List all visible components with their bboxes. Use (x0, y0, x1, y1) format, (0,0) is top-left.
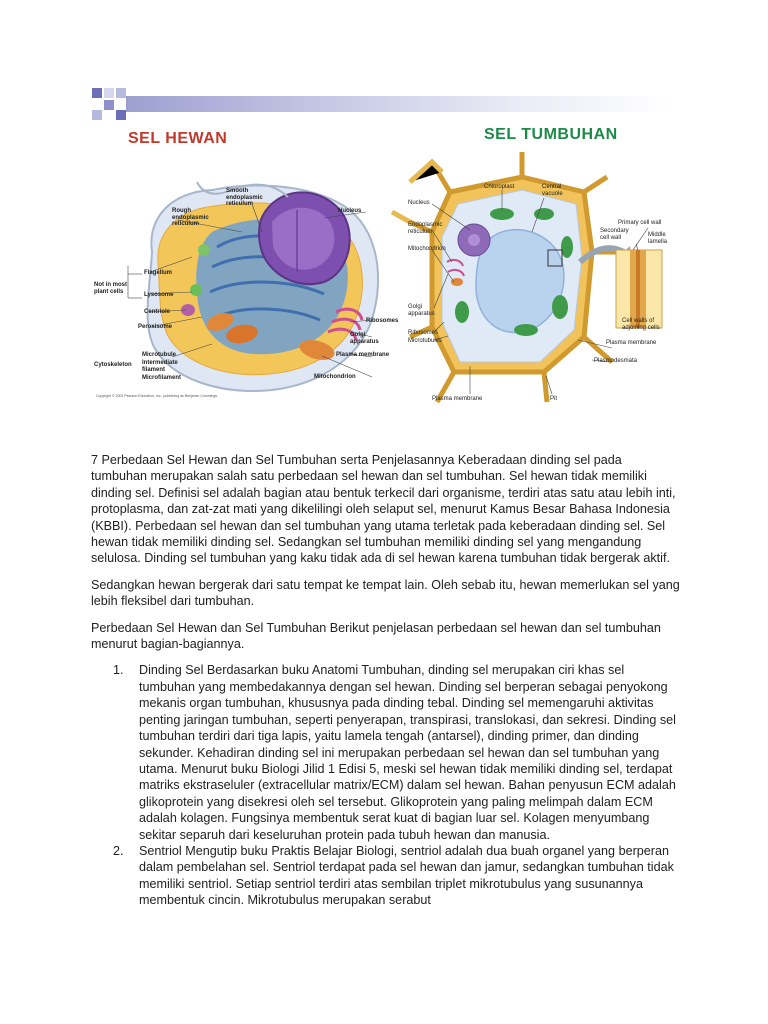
difference-list (91, 662, 681, 908)
label-plant-er: Endoplasmic reticulum (408, 222, 443, 235)
paragraph-intro: 7 Perbedaan Sel Hewan dan Sel Tumbuhan serta Penjelasannya Keberadaan dinding sel pada tumbuhan merupakan salah satu perbedaan sel hewan dan sel tumbuhan. Sel hewan tidak memiliki dinding sel. Definisi sel adalah bagian atau bentuk terkecil dari organisme, terdiri atas satu atau lebih inti, protoplasma, dan zat-zat mati yang dikelilingi oleh selaput sel, menurut Kamus Besar Bahasa Indonesia (KBBI). Perbedaan sel hewan dan sel tumbuhan yang utama terletak pada keberadaan dinding sel. Sel hewan tidak memiliki dinding sel. Sedangkan sel tumbuhan memiliki dinding sel yang mengandung selulosa. Dinding sel tumbuhan yang kaku tidak ada di sel hewan karena tumbuhan tidak bergerak aktif. (91, 453, 676, 566)
list-item-text: Sentriol Mengutip buku Praktis Belajar Biologi, sentriol adalah dua buah organel yang berperan dalam pembelahan sel. Sentriol terdapat pada sel hewan dan jamur, sedangkan tumbuhan tidak memiliki sentriol. Setiap sentriol terdiri atas sembilan triplet mikrotubulus yang susunannya membentuk cincin. Mikrotubulus merupakan serabut (139, 843, 674, 908)
label-adjoining-cell-walls: Cell walls of adjoining cells (622, 318, 660, 331)
label-animal-plasma-membrane: Plasma membrane (336, 352, 390, 358)
list-item-dinding-sel (91, 662, 681, 842)
list-item-text: Dinding Sel Berdasarkan buku Anatomi Tumbuhan, dinding sel merupakan ciri khas sel tumbuhan yang membedakannya dengan sel hewan. Dinding sel berperan sebagai penyokong mekanis organ tumbuhan, khususnya pada dinding tebal. Dinding sel memengaruhi aktivitas penting jaringan tumbuhan, seperti penyerapan, transpirasi, translokasi, dan sekresi. Dinding sel tumbuhan terdiri dari tiga lapis, yaitu lamela tengah (antarsel), dinding primer, dan dinding sekunder. Kehadiran dinding sel ini merupakan perbedaan sel hewan dan sel tumbuhan yang utama. Menurut buku Biologi Jilid 1 Edisi 5, meski sel hewan tidak memiliki dinding sel, terdapat matriks ekstraseluler (extracellular matrix/ECM) dalam sel hewan. Bahan penyusun ECM adalah glikoprotein yang disekresi oleh sel tersebut. Glikoprotein yang paling melimpah dalam ECM adalah kolagen. Fungsinya membentuk serat kuat di bagian luar sel. Kolagen menyumbang sekitar separuh dari keseluruhan protein pada tubuh hewan dan manusia. (139, 663, 676, 842)
label-microtubule: Microtubule (142, 352, 176, 358)
label-plant-nucleus: Nucleus (408, 200, 430, 206)
label-plant-ribosomes: Ribosomes (408, 330, 439, 336)
label-microfilament: Microfilament (142, 375, 182, 381)
paragraph-movement: Sedangkan hewan bergerak dari satu tempat ke tempat lain. Oleh sebab itu, hewan memerlukan sel yang lebih fleksibel dari tumbuhan. (91, 577, 680, 609)
label-lysosome: Lysosome (144, 292, 174, 298)
label-peroxisome: Peroxisome (138, 324, 173, 330)
label-centriole: Centriole (144, 309, 171, 315)
label-plant-mitochondrion: Mitochondrion (408, 246, 446, 252)
label-plant-plasma-membrane-bottom: Plasma membrane (432, 396, 483, 402)
label-animal-ribosomes: Ribosomes (366, 318, 399, 324)
label-primary-cell-wall: Primary cell wall (618, 220, 662, 226)
list-item-sentriol (91, 843, 681, 909)
list-item-number: 1. (113, 663, 124, 678)
label-animal-golgi: Golgi apparatus (350, 332, 379, 345)
paragraph-list-intro: Perbedaan Sel Hewan dan Sel Tumbuhan Berikut penjelasan perbedaan sel hewan dan sel tumbuhan menurut bagian-bagiannya. (91, 620, 661, 652)
article-body (91, 452, 681, 909)
label-central-vacuole: Central vacuole (542, 184, 563, 197)
label-animal-nucleus: Nucleus (338, 208, 362, 214)
label-chloroplast: Chloroplast (484, 184, 515, 190)
label-plant-plasma-membrane-right: Plasma membrane (606, 340, 657, 346)
label-intermediate-filament: Intermediate filament (142, 360, 178, 373)
list-item-number: 2. (113, 843, 124, 858)
label-pit: Pit (550, 396, 558, 402)
animal-cell-title: SEL HEWAN (128, 130, 228, 147)
label-flagellum: Flagellum (144, 270, 173, 276)
label-animal-mitochondrion: Mitochondrion (314, 374, 356, 380)
cell-illustrations (92, 122, 672, 412)
label-cytoskeleton: Cytoskeleton (94, 362, 132, 368)
label-middle-lamella: Middle lamella (648, 232, 668, 245)
label-rough-er: Rough endoplasmic reticulum (172, 208, 209, 228)
figure-copyright: Copyright © 2003 Pearson Education, Inc., publishing as Benjamin Cummings. (96, 394, 219, 398)
plant-cell-title: SEL TUMBUHAN (484, 126, 618, 143)
label-plant-microtubules: Microtubules (408, 338, 443, 344)
cell-comparison-figure (92, 122, 672, 412)
label-smooth-er: Smooth endoplasmic reticulum (226, 188, 263, 208)
label-secondary-cell-wall: Secondary cell wall (600, 228, 629, 241)
header-decoration (92, 88, 672, 122)
label-plasmodesmata: Plasmodesmata (594, 358, 638, 364)
label-not-in-plant-cells: Not in most plant cells (94, 282, 127, 295)
label-plant-golgi: Golgi apparatus (408, 304, 435, 317)
